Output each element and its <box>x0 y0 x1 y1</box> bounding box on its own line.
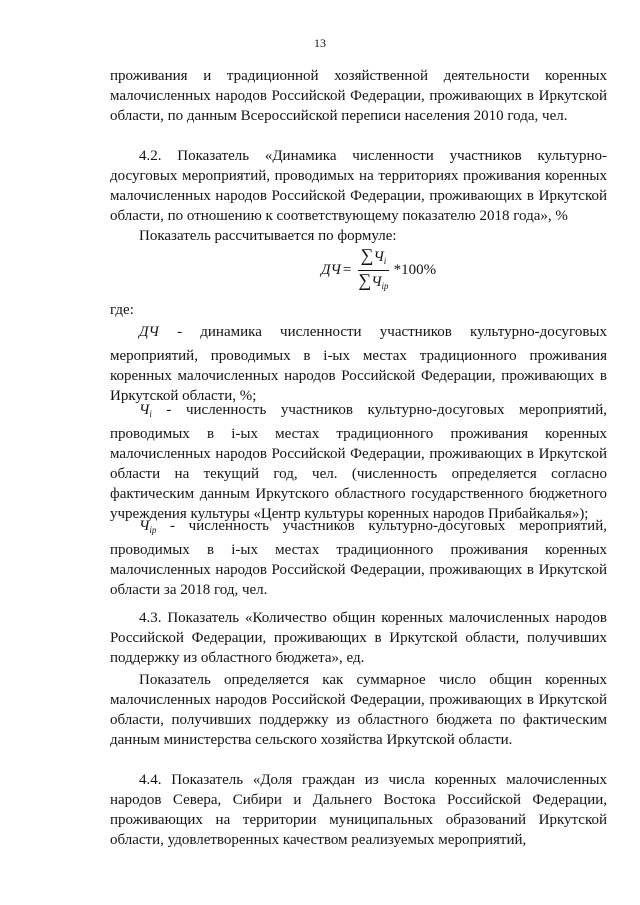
formula-denominator <box>355 271 391 295</box>
page-number: 13 <box>314 36 326 50</box>
formula-numerator <box>358 246 390 271</box>
formula-lhs: ДЧ <box>321 262 341 278</box>
definition-text: - численность участников культурно-досуговых мероприятий, проводимых в i-ых местах традиционного проживания коренных малочисленных народов Российской Федерации, проживающих в Иркутской области на текущий год, чел. (численность определяется согласно фактическим данным Иркутского областного государственного бюджетного учреждения культуры «Центр культуры коренных народов Прибайкалья»); <box>110 402 607 522</box>
section-4-2-heading: 4.2. Показатель «Динамика численности участников культурно-досуговых мероприятий, проводимых на территориях проживания коренных малочисленных народов Российской Федерации, проживающих в Иркутской области, по отношению к соответствующему показателю 2018 года», % <box>110 148 607 224</box>
definition-symbol-subscript: i <box>149 409 152 419</box>
definition-ch-ir <box>110 516 607 600</box>
denominator-subscript: iр <box>381 281 389 291</box>
definition-dch <box>110 322 607 406</box>
definition-symbol: Ч <box>139 518 150 534</box>
sum-symbol: ∑ <box>358 270 372 290</box>
section-4-3-body: Показатель определяется как суммарное число общин коренных малочисленных народов Российской Федерации, проживающих в Иркутской области, получивших поддержку из областного бюджета по фактическим данным министерства сельского хозяйства Иркутской области. <box>110 672 607 748</box>
formula <box>321 246 436 295</box>
formula-equals: = <box>342 262 352 278</box>
definition-text: - динамика численности участников культурно-досуговых мероприятий, проводимых в i-ых местах традиционного проживания коренных малочисленных народов Российской Федерации, проживающих в Иркутской области, %; <box>110 324 607 404</box>
formula-intro: Показатель рассчитывается по формуле: <box>139 228 397 244</box>
definition-ch-i <box>110 400 607 524</box>
definition-symbol-subscript: iр <box>149 525 157 535</box>
definition-text: - численность участников культурно-досуговых мероприятий, проводимых в i-ых местах традиционного проживания коренных малочисленных народов Российской Федерации, проживающих в Иркутской области за 2018 год, чел. <box>110 518 607 598</box>
numerator-subscript: i <box>383 256 387 266</box>
intro-paragraph: проживания и традиционной хозяйственной деятельности коренных малочисленных народов Российской Федерации, проживающих в Иркутской области, по данным Всероссийской переписи населения 2010 года, чел. <box>110 68 607 124</box>
definition-symbol: Ч <box>139 402 150 418</box>
where-label: где: <box>110 302 134 318</box>
formula-fraction <box>355 246 391 295</box>
section-4-3-heading: 4.3. Показатель «Количество общин коренных малочисленных народов Российской Федерации, проживающих в Иркутской области, получивших поддержку из областного бюджета», ед. <box>110 610 607 666</box>
definition-symbol: ДЧ <box>139 324 159 340</box>
sum-symbol: ∑ <box>360 245 374 265</box>
numerator-var: Ч <box>373 249 384 265</box>
denominator-var: Ч <box>371 274 382 290</box>
section-4-4-heading: 4.4. Показатель «Доля граждан из числа коренных малочисленных народов Севера, Сибири и Дальнего Востока Российской Федерации, проживающих на территории муниципальных образований Иркутской области, удовлетворенных качеством реализуемых мероприятий, <box>110 772 607 848</box>
formula-multiplier: *100% <box>393 262 437 278</box>
